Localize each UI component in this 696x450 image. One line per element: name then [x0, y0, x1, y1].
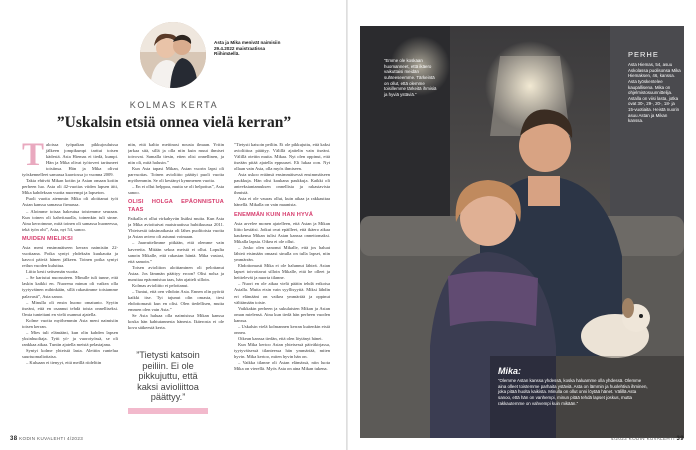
mika-quote-title: Mika:	[498, 366, 522, 376]
paragraph: Kolmas avioliitto ei pelottanut.	[132, 282, 189, 288]
column-1	[22, 142, 118, 407]
couple-photo	[140, 22, 206, 88]
photo-caption: Asta ja Mika menivät naimisiin 29.4.2022 maistraatissa Riihimäellä.	[214, 40, 281, 57]
drop-cap: T	[22, 142, 45, 173]
paragraph: – Mies tuli elämääni, kun olin kahden lapsen yksinhuoltaja. Tytti yö- ja vuorotyössä, se oli rankkaa aikaa. Tuntin ajatella meistä pelastajana.	[22, 329, 118, 347]
paragraph: Paikalla ei ollut virkahyvän lisäksi muita. Kun Asta ja Mika avioituivat maistraatissa huhtikuussa 2011. Yhteisestä taksimatkasta oli lähes puolitoista vuotta ja Astan aviero oli astunut voimaan.	[128, 216, 224, 240]
photo-caption-left: ”Emme ole koskaan huomanneet, että ikäero vaikuttaisi meidän suhteeseemme. Tärkeintä on ollut, että olemme toisillemme tärkeitä ihmisiä ja hyviä ystäviä.”	[384, 58, 437, 97]
paragraph: Se Asta haluaa olla naimisissa Mikan kanssa koska hän kahtutannesta hänesta. Ikäerosta ei ole kova säikeestä kerta.	[128, 313, 224, 331]
right-page	[348, 0, 696, 450]
page-number: 39	[676, 436, 684, 442]
paragraph: niin, että kaltto meitinasi nousta ilmaan. Yritin jarkaa sitä, sillä ja olla niin kuin muut ihmiset toivovat. Samalla tiesin, etten olisi onnellinen, ja niin oli, mitä halusin.”	[128, 142, 224, 166]
section-heading: ENEMMÄN KUIN HAN HYVÄ	[234, 211, 314, 218]
paragraph: aloissa työpaikan pikkujouluissa jälkeen jompikumpi tarttui toisen kädestä. Asta Hiemas ei tiedä, kumpi. Hän ja Mika olivat työtoveri tarttuneet toisiinsa. Hän ja Mika olivat työskennelleet samassa kaaviossa jo vuonna 2009.	[22, 142, 118, 178]
mika-quote-text: ”Olemme Astan kanssa yhdessä, koska haluamme olla yhdessä. Olemme aina olleet toistemme parhaita ystäviä. Asta on lämmin ja huolehtiva ihminen, joka pitää huolta kaikista. Minulla on ollut onni löytää hänet. Välillä Asta sanoo, että hän on vanhempi, minun pitää tehdä lapset joskus, mutta rakkautemme on vahvempi kuin mikään.”	[498, 378, 648, 406]
paragraph: Asta meni ensimmäiseen kerran naimisiin 22-vuotiaana. Poika syntyi yhdeksän kuukautta ja kasvoi päiviä hänen jälkeen. Toinen poika syntyi reilun vuoden kuluttua.	[22, 245, 118, 269]
paragraph: Kun Asta tapasi Mikan, Astan vuorin lapsi oli parvuotias. Toinen avioliitto päättyi puoli vuotta myöhemmin. Se oli kestänyt kymmenen vuotta.	[128, 166, 224, 184]
paragraph: – Uskalsin vielä kolmannen kerran kuitenkin etsiä onnea.	[234, 323, 330, 335]
paragraph: Oikean kanssa tiedän, että olen löytänyt hänet.	[238, 335, 323, 341]
family-box-title: PERHE	[628, 50, 659, 59]
footer-left	[10, 436, 83, 442]
section-heading: OLISI HOLGA EPÄONNISTUA TAAS	[128, 199, 224, 213]
column-2	[128, 142, 224, 340]
paragraph: Liitto kesti seitsemän vuotta.	[26, 269, 79, 275]
paragraph: Puoli vuotta aiemmin Mika oli aloittanut työt Astan kanssa samassa firmassa.	[22, 196, 118, 208]
paragraph: Asta arvelee monen ajatelleen, että Astan ja Mikan liitto kestäisi. Jotkut ovat epäilleet, että ikäero aikaa kaukensa Mikan tulisi Astan kanssa onnettomaksi. Mikalla lapsia. Oikea ei ole ollut.	[234, 220, 330, 245]
paragraph: Toisen avioliiton aloittaminen oli pelottanut Astaa. Jos lämmän päättyy eroon? Olisi nolsa ja nuruttaa epäonnistua taas, hän ajatteli silloin.	[128, 264, 224, 282]
paragraph: – Josko olen sanonut Mikalle, että jos haluat lähteä etsimään omaasi sinulla on tulla lapset, niin ymmärrän.	[234, 245, 330, 263]
pull-quote	[128, 350, 208, 414]
magazine-issue: KODIN KUVALEHTI 4/2023	[19, 436, 84, 441]
paragraph: – Tuntui, että oen vihdoin Asta. Ennen olin pyöriä kaikki itse. Tyt tajunut olin omasta, tiesi ehdottomasti kun en olisi. Olen tiedellisen, mutta emmen olen vain Asta.”	[128, 288, 224, 312]
paragraph: Vaikkakin perheen ja sukulaisten Mikan ja Astan oman mielensä. Aina kun tiedä hän perheen vuoden kanssa.	[234, 305, 330, 323]
magazine-issue: 4/2023 KODIN KUVALEHTI	[610, 436, 675, 441]
paragraph: Asta uskoo eräänsä ensimmäisessä ensimmäiseen paukkuja. Hän olisi kaukana paukkuja. Kaikki oli anteeksiantamuksen onnellista ja rakastavista ihmistä.	[234, 172, 330, 196]
article-headline: ”Uskalsin etsiä onnea vielä kerran”	[56, 114, 292, 131]
paragraph: ”Tietysti katsoin peiliin. Ei ole pikkujuttu, että kaksi avioliittoa päättyy. Välillä ajattelin vain itseäni. Välillä otettin muita. Mikaa. Nyt olen oppinut, että itseään pitää ajatella eppuuset. Eli lukaa oon. Nyt ollaan vain Asta, olla myös ihmiseen.	[234, 142, 330, 172]
family-box-text: Asta Hiemas, 54, asuu Askolassa puolisonsa Mika Hiemaksen, 46, kanssa. Asta työskentelee kaupallisena. Mika on ohjelmistosuunnittelija. Astalla on viisi lasta, jotka ovat 30-, 29-, 20-, 18- ja 15-vuotiaita. Heistä nuorin asuu Astan ja Mikan kanssa.	[628, 62, 681, 124]
paragraph: – Minulla oli ensin huono omatunto. Syytin itseäni, että en osannut tehdä toista onnelliseksi. Omia tunteitani en vielä osannut ajatella.	[22, 299, 118, 317]
paragraph: – En ei ollut helppoa, mutta se oli helpottus”, Asta sanoo.	[128, 184, 224, 196]
section-heading: MUIDEN MIELIKSI	[22, 235, 73, 242]
paragraph: – Jaarruttelimme pitkään, että olemme vain kavereita. Mitään sekoa meistä ei ollut. Lopulta sanoin Mikalle, että rakastan häntä. Mika vastasi, että samoin.”	[128, 240, 224, 264]
paragraph: – Kuluaan ei tienyyt, että meillä riidelttin	[26, 360, 102, 366]
paragraph: Syntyi kolme yhteistä lasta. Aletttin runtelua suurtuomaliottaisa.	[22, 347, 118, 359]
article-kicker: KOLMAS KERTA	[129, 100, 219, 110]
paragraph: Kun Mika kertoo Astan yhteisessä päiväkirjassa, tyytyväisessä tilanteessa hän ymmärtää, miten hyvin. Mika kertoo, miten hyvin hän on.	[234, 341, 330, 359]
paragraph: Ehdottomasti Mika ei ole halunnut lähteä. Astan lapset toivottavat silloin Mikalle, että he olleet ja heittelevät ja nuorta tilanne.	[234, 263, 330, 281]
footer-right	[611, 436, 684, 442]
paragraph: – Nuori en ole aikaa vielä päätin tehdä erikoisa Astalla. Mutta etsin vain syyllisyyttä. Miksi lähdin eri elämääni on vaikea ymmärtää ja oppinut välttämään toiste.	[234, 281, 330, 305]
paragraph: Asta ei ole vauras ollut, kuin aikaa ja rakkauttaa hänellä. Mikalla on vain maanista.	[234, 196, 330, 208]
paragraph: Takia ehtivät Mikan kotiin ja Astan omaan kotiin perheen luo. Asta oli 42-vuotias viiden lapsen äiti, Mika kahdeksan vuotta nuorempi ja lapseton.	[22, 178, 118, 196]
pull-quote-bar	[128, 408, 208, 414]
pull-quote-text: ”Tietysti katsoin peiliin. Ei ole pikkujuttu, että kaksi avioliittoa päättyy.”	[136, 350, 200, 403]
paragraph: – Vaikka tilanne oli Astan elämässä, niin luota Mika on vierellä. Myös Asta on aina Mikan tukena.	[234, 360, 330, 372]
paragraph: – Aloimme toisaa hakeutua toistemme seuraan. Kun toinen oli kahvitauolla, toinenkin tuli sinne. Aina kerroimme, mitä toinen oli samassa huoneessa, tekä työn ohi”, Asta, nyt 54, sanoo.	[22, 208, 118, 232]
paragraph: Kolme vuotta myöhemmin Asta meni naimisiin toisen kerran.	[22, 317, 118, 329]
page-number: 38	[10, 436, 18, 442]
paragraph: – Se kariutui nuoruuteen. Minulle tuli tunne, että laskin kaikki en. Nuorena minun oli vaikea olla tyytyväinen mihinkään, sillä rakastimme toisiamme palavasti”, Asta sanoo.	[22, 275, 118, 299]
column-3	[234, 142, 330, 407]
